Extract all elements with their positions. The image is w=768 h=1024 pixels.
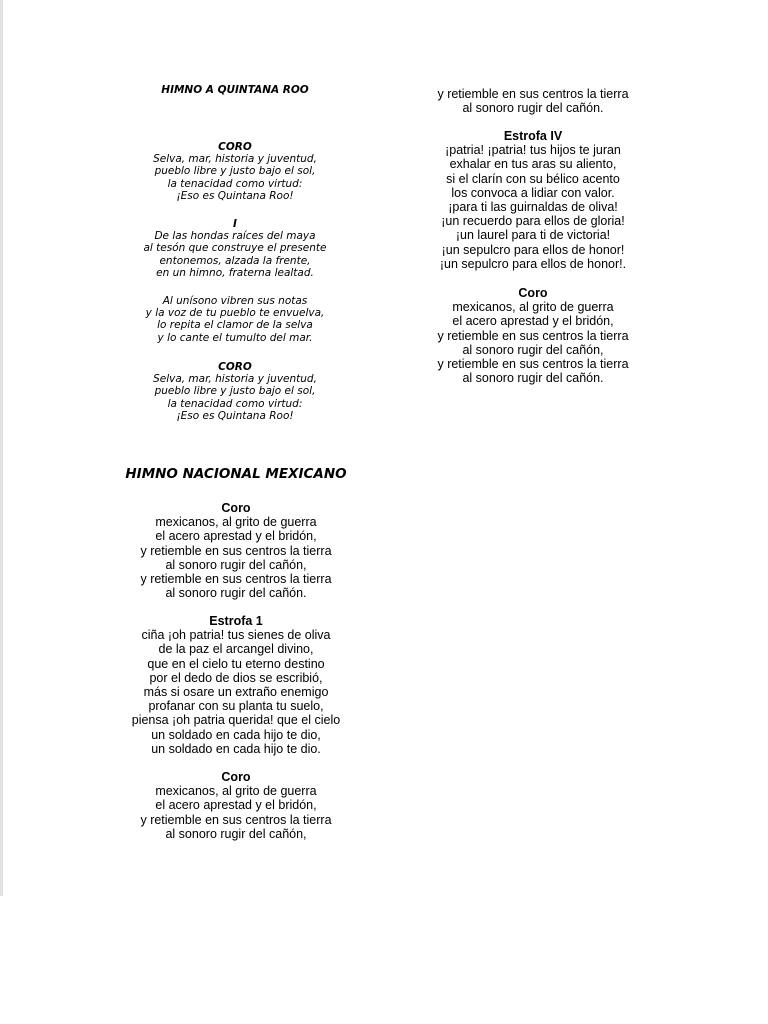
stanza-heading: Estrofa IV [503,129,563,143]
verse-line: si el clarín con su bélico acento [446,171,620,186]
verse-line: al sonoro rugir del cañón, [165,826,307,841]
himno-nacional-title: HIMNO NACIONAL MEXICANO [125,466,347,482]
verse-line: exhalar en tus aras su aliento, [449,157,617,172]
verse-line: ¡Eso es Quintana Roo! [176,189,294,202]
verse-line: ¡un laurel para ti de victoria! [455,228,611,243]
verse-line: que en el cielo tu eterno destino [147,656,325,671]
verse-line: y retiemble en sus centros la tierra [140,812,332,827]
qr-coro-1 [90,141,380,202]
stanza-heading: Estrofa 1 [209,614,263,628]
hn-coro-2-continued [388,87,678,115]
verse-line: al sonoro rugir del cañón, [462,342,604,357]
verse-line: y retiemble en sus centros la tierra [437,87,629,101]
hn-coro-2 [90,770,382,841]
verse-line: pueblo libre y justo bajo el sol, [154,385,316,398]
verse-line: la tenacidad como virtud: [167,397,303,410]
stanza-heading: Coro [518,286,548,300]
verse-line: por el dedo de dios se escribió, [149,670,323,685]
verse-line: mexicanos, al grito de guerra [452,300,614,315]
verse-line: piensa ¡oh patria querida! que el cielo [131,713,341,728]
verse-line: la tenacidad como virtud: [167,177,303,190]
quintana-roo-title: HIMNO A QUINTANA ROO [161,84,309,96]
verse-line: el acero aprestad y el bridón, [155,529,317,544]
verse-line: y retiemble en sus centros la tierra [437,357,629,372]
verse-line: Al unísono vibren sus notas [162,295,308,307]
verse-line: y lo cante el tumulto del mar. [157,331,313,344]
verse-line: ¡Eso es Quintana Roo! [176,409,294,422]
verse-line: un soldado en cada hijo te dio, [151,727,321,742]
page-edge-divider [0,0,3,896]
qr-estrofa-i [90,218,380,279]
hn-coro-1 [90,501,382,600]
verse-line: y la voz de tu pueblo te envuelva, [145,307,325,320]
hn-coro-3 [388,286,678,385]
qr-coro-2 [90,361,380,422]
stanza-heading: CORO [218,361,252,373]
verse-line: y retiemble en sus centros la tierra [437,328,629,343]
verse-line: ¡para ti las guirnaldas de oliva! [448,200,618,215]
verse-line: profanar con su planta tu suelo, [148,699,324,714]
verse-line: al tesón que construye el presente [143,242,327,255]
verse-line: más si osare un extraño enemigo [143,685,329,700]
verse-line: el acero aprestad y el bridón, [452,314,614,329]
verse-line: De las hondas raíces del maya [154,230,316,243]
hn-estrofa-1 [90,614,382,756]
verse-line: los convoca a lidiar con valor. [451,185,615,200]
verse-line: un soldado en cada hijo te dio. [151,741,321,756]
stanza-heading: I [233,218,237,230]
verse-line: mexicanos, al grito de guerra [155,515,317,530]
verse-line: ciña ¡oh patria! tus sienes de oliva [141,628,331,643]
verse-line: y retiemble en sus centros la tierra [140,543,332,558]
verse-line: y retiemble en sus centros la tierra [140,572,332,587]
verse-line: de la paz el arcangel divino, [158,642,314,657]
verse-line: al sonoro rugir del cañón. [462,371,604,386]
verse-line: al sonoro rugir del cañón. [165,586,307,601]
verse-line: ¡patria! ¡patria! tus hijos te juran [445,143,621,158]
verse-line: pueblo libre y justo bajo el sol, [154,165,316,178]
stanza-heading: Coro [221,770,251,784]
qr-estrofa-i-continued [90,295,380,344]
verse-line: mexicanos, al grito de guerra [155,784,317,799]
verse-line: ¡un sepulcro para ellos de honor!. [439,256,627,271]
verse-line: al sonoro rugir del cañón, [165,557,307,572]
verse-line: al sonoro rugir del cañón. [462,101,604,116]
verse-line: ¡un recuerdo para ellos de gloria! [441,214,625,229]
stanza-heading: Coro [221,501,251,515]
verse-line: lo repita el clamor de la selva [157,319,313,332]
verse-line: Selva, mar, historia y juventud, [153,373,317,386]
hn-estrofa-iv [388,129,678,271]
stanza-heading: CORO [218,141,252,153]
verse-line: Selva, mar, historia y juventud, [153,153,317,166]
verse-line: entonemos, alzada la frente, [159,254,311,267]
verse-line: el acero aprestad y el bridón, [155,798,317,813]
verse-line: en un himno, fraterna lealtad. [156,266,314,279]
verse-line: ¡un sepulcro para ellos de honor! [441,242,625,257]
